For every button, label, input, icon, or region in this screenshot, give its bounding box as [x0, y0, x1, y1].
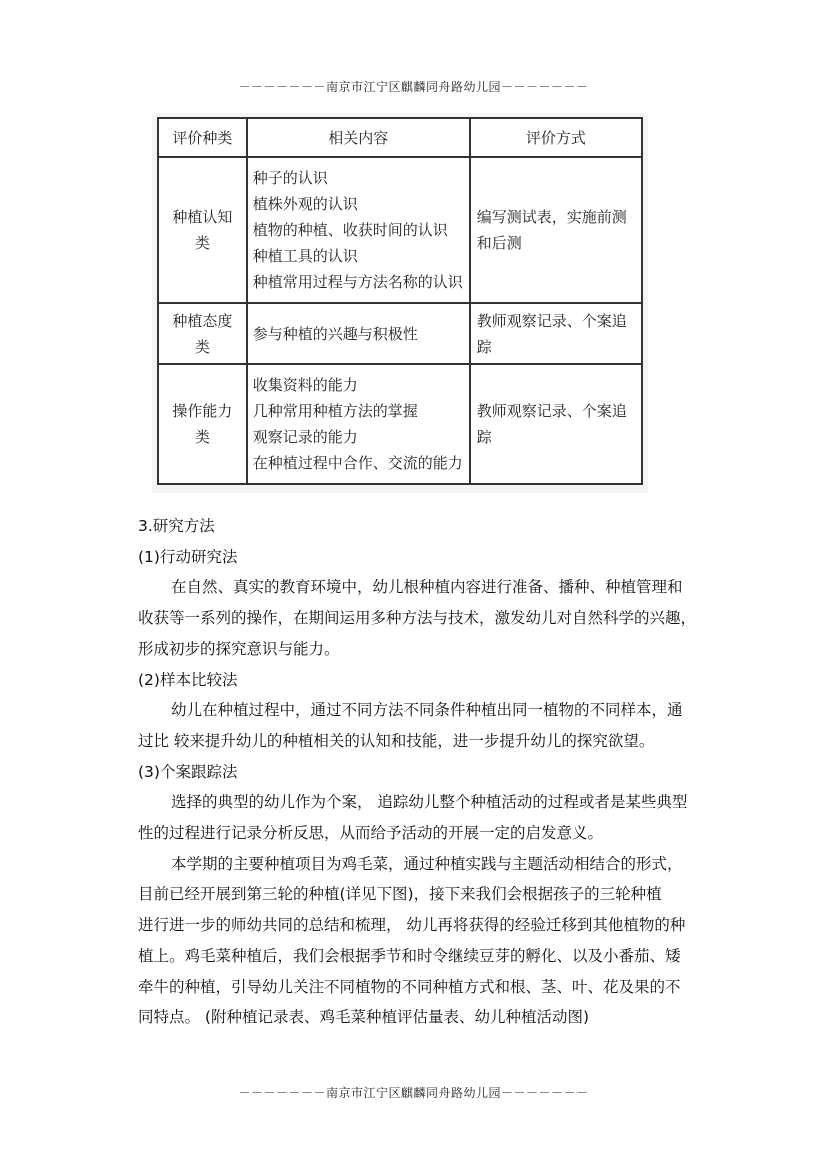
content-line: 参与种植的兴趣与积极性 — [252, 324, 418, 343]
text-line: 过比 较来提升幼儿的种植相关的认知和技能，进一步提升幼儿的探究欲望。 — [138, 731, 655, 750]
text-line: 目前已经开展到第三轮的种植(详见下图)，接下来我们会根据孩子的三轮种植 — [138, 885, 662, 904]
category-cell: 种植认知类 — [158, 157, 247, 303]
method-cell: 编写测试表，实施前测和后测 — [470, 157, 642, 303]
content-line: 几种常用种植方法的掌握 — [252, 402, 418, 420]
paragraph — [138, 695, 738, 756]
evaluation-table — [157, 117, 643, 485]
text-line: 形成初步的探究意识与能力。 — [138, 639, 340, 658]
content-line: 植株外观的认识 — [252, 195, 358, 213]
content-cell — [247, 364, 470, 484]
method-heading: (2)样本比较法 — [138, 670, 238, 689]
text-line: 在自然、真实的教育环境中，幼儿根种植内容进行准备、播种、种植管理和 — [171, 578, 683, 597]
evaluation-table-image — [152, 113, 648, 493]
text-line: 性的过程进行记录分析反思，从而给予活动的开展一定的启发意义。 — [138, 824, 604, 843]
text-line: 牵牛的种植，引导幼儿关注不同植物的不同种植方式和根、茎、叶、花及果的不 — [138, 977, 681, 996]
text-line: 幼儿在种植过程中，通过不同方法不同条件种植出同一植物的不同样本，通 — [171, 701, 683, 720]
content-line: 在种植过程中合作、交流的能力 — [252, 454, 463, 472]
column-header: 评价种类 — [158, 118, 247, 157]
content-line: 种植常用过程与方法名称的认识 — [252, 273, 463, 291]
content-line: 种子的认识 — [252, 169, 328, 187]
page-footer: －－－－－－－南京市江宁区麒麟同舟路幼儿园－－－－－－－ — [238, 1086, 589, 1100]
table-row — [158, 303, 642, 364]
content-cell — [247, 157, 470, 303]
method-heading: (1)行动研究法 — [138, 547, 238, 566]
text-line: 选择的典型的幼儿作为个案， 追踪幼儿整个种植活动的过程或者是某些典型 — [171, 793, 688, 812]
paragraph — [138, 572, 738, 664]
content-line: 收集资料的能力 — [252, 376, 358, 394]
method-cell: 教师观察记录、个案追踪 — [470, 364, 642, 484]
column-header: 相关内容 — [247, 118, 470, 157]
table-row — [158, 157, 642, 303]
paragraph — [138, 849, 738, 1033]
method-cell: 教师观察记录、个案追踪 — [470, 303, 642, 364]
content-line: 植物的种植、收获时间的认识 — [252, 221, 448, 239]
text-line: 同特点。 (附种植记录表、鸡毛菜种植评估量表、幼儿种植活动图) — [138, 1008, 590, 1027]
content-cell — [247, 303, 470, 364]
text-line: 本学期的主要种植项目为鸡毛菜，通过种植实践与主题活动相结合的形式， — [171, 854, 683, 873]
column-header: 评价方式 — [470, 118, 642, 157]
text-line: 植上。鸡毛菜种植后，我们会根据季节和时令继续豆芽的孵化、以及小番茄、矮 — [138, 946, 681, 965]
document-body — [138, 511, 738, 1033]
section-title: 3.研究方法 — [138, 517, 215, 535]
method-heading: (3)个案跟踪法 — [138, 762, 238, 781]
content-line: 种植工具的认识 — [252, 247, 358, 265]
table-header-row — [158, 118, 642, 157]
category-cell: 种植态度类 — [158, 303, 247, 364]
table-row — [158, 364, 642, 484]
text-line: 收获等一系列的操作，在期间运用多种方法与技术，激发幼儿对自然科学的兴趣， — [138, 609, 697, 628]
page-header: －－－－－－－南京市江宁区麒麟同舟路幼儿园－－－－－－－ — [238, 80, 589, 94]
paragraph — [138, 787, 738, 848]
text-line: 进行进一步的师幼共同的总结和梳理， 幼儿再将获得的经验迁移到其他植物的种 — [138, 916, 686, 935]
category-cell: 操作能力类 — [158, 364, 247, 484]
content-line: 观察记录的能力 — [252, 428, 358, 446]
